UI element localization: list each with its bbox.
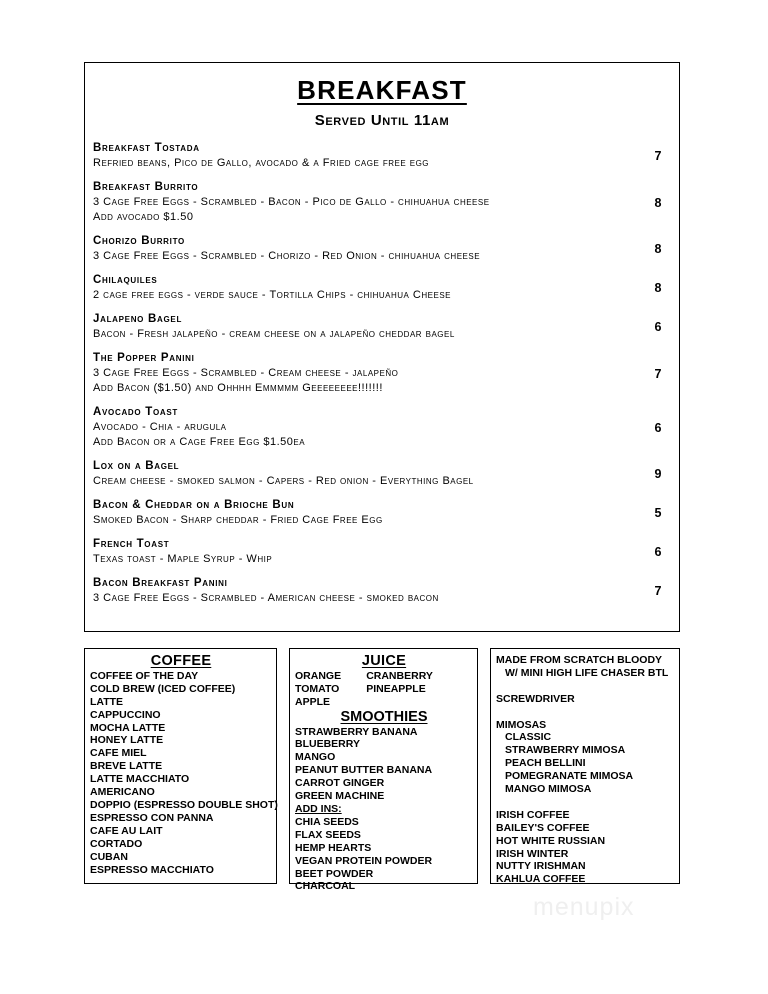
smoothie-addin-item: CHARCOAL xyxy=(295,880,356,893)
coffee-list-item: HONEY LATTE xyxy=(90,734,164,747)
page-title: BREAKFAST xyxy=(297,75,467,105)
juice-heading: JUICE xyxy=(361,653,407,669)
juice-list-item: TOMATO xyxy=(295,682,340,695)
menu-item-name: Breakfast Tostada xyxy=(93,142,200,154)
menu-item-description: Add Bacon or a Cage Free Egg $1.50ea xyxy=(93,436,306,448)
menu-item-name: The Popper Panini xyxy=(93,352,195,364)
menu-item xyxy=(91,498,669,528)
menu-item-description: Refried beans, Pico de Gallo, avocado & a Fried cage free egg xyxy=(93,157,430,169)
menu-item-description: Bacon - Fresh jalapeño - cream cheese on a jalapeño cheddar bagel xyxy=(93,328,455,340)
menu-item-name: French Toast xyxy=(93,538,170,550)
coffee-list-item: LATTE xyxy=(90,695,124,708)
smoothie-list-item: GREEN MACHINE xyxy=(295,790,385,803)
coffee-list-item: MOCHA LATTE xyxy=(90,721,166,734)
menu-item-price: 5 xyxy=(654,506,662,520)
mimosa-list-item: POMEGRANATE MIMOSA xyxy=(505,770,634,783)
breakfast-panel xyxy=(84,62,680,632)
coffee-heading: COFFEE xyxy=(150,653,212,669)
menu-item-name: Avocado Toast xyxy=(93,406,178,418)
coffee-list-item: BREVE LATTE xyxy=(90,760,163,773)
menu-item-description: 3 Cage Free Eggs - Scrambled - Chorizo - Red Onion - chihuahua cheese xyxy=(93,250,481,262)
menu-item xyxy=(91,141,669,171)
coffee-list-item: DOPPIO (ESPRESSO DOUBLE SHOT) xyxy=(90,798,278,811)
menu-item-description: 3 Cage Free Eggs - Scrambled - American cheese - smoked bacon xyxy=(93,592,439,604)
menu-item-price: 7 xyxy=(654,366,662,381)
coffee-list-item: CORTADO xyxy=(90,837,143,850)
coffee-list-item: ESPRESSO MACCHIATO xyxy=(90,863,214,876)
menu-item-price: 6 xyxy=(654,420,662,435)
menu-item xyxy=(91,234,669,264)
menu-item-description: Smoked Bacon - Sharp cheddar - Fried Cage Free Egg xyxy=(93,514,383,526)
menu-item-description: 2 cage free eggs - verde sauce - Tortilla Chips - chihuahua Cheese xyxy=(93,289,451,301)
menu-item-price: 8 xyxy=(654,281,662,295)
juice-columns xyxy=(295,670,473,709)
coffee-list-item: CUBAN xyxy=(90,850,128,863)
menu-item-description: 3 Cage Free Eggs - Scrambled - Cream cheese - jalapeño xyxy=(93,367,399,379)
coffee-list-item: LATTE MACCHIATO xyxy=(90,773,190,786)
menu-item-name: Chorizo Burrito xyxy=(93,235,185,247)
cocktails-spacer-1 xyxy=(496,680,675,693)
coffee-list-item: COLD BREW (ICED COFFEE) xyxy=(90,682,236,695)
menu-item-price: 8 xyxy=(654,195,662,210)
coffee-list-item: AMERICANO xyxy=(90,786,155,799)
bloody-mary-line-2: W/ MINI HIGH LIFE CHASER BTL xyxy=(505,666,669,679)
menu-item-name: Breakfast Burrito xyxy=(93,181,199,193)
menu-item-price: 8 xyxy=(654,242,662,256)
mimosa-list-item: MANGO MIMOSA xyxy=(505,783,592,796)
breakfast-item-list xyxy=(85,141,679,606)
menu-item-name: Chilaquiles xyxy=(93,274,158,286)
coffee-cocktail-item: IRISH COFFEE xyxy=(496,808,570,821)
smoothies-heading: SMOOTHIES xyxy=(340,708,428,725)
menu-item-price: 7 xyxy=(654,584,662,598)
smoothies-list xyxy=(295,726,473,803)
menu-item-name: Bacon Breakfast Panini xyxy=(93,577,228,589)
juice-list-item: PINEAPPLE xyxy=(366,682,426,695)
smoothie-addins-label xyxy=(295,803,473,816)
juice-list-item: CRANBERRY xyxy=(366,669,433,682)
menu-item-name: Bacon & Cheddar on a Brioche Bun xyxy=(93,499,295,511)
smoothie-addin-item: VEGAN PROTEIN POWDER xyxy=(295,854,433,867)
menu-item xyxy=(91,405,669,450)
screwdriver-item: SCREWDRIVER xyxy=(496,692,575,705)
coffee-cocktail-item: IRISH WINTER xyxy=(496,847,569,860)
mimosas-label: MIMOSAS xyxy=(496,718,547,731)
smoothie-list-item: PEANUT BUTTER BANANA xyxy=(295,764,433,777)
cocktails-panel xyxy=(490,648,680,884)
menu-item-price: 6 xyxy=(654,545,662,559)
menu-item-name: Jalapeno Bagel xyxy=(93,313,183,325)
menu-item xyxy=(91,537,669,567)
smoothie-addins-list xyxy=(295,816,473,893)
menu-item-description: Add Bacon ($1.50) and Ohhhh Emmmmm Geeeeeeee!!!!!!! xyxy=(93,382,383,394)
bloody-mary-line-1: MADE FROM SCRATCH BLOODY xyxy=(496,654,663,666)
menupix-watermark: menupix xyxy=(533,893,635,921)
coffee-list-item: ESPRESSO CON PANNA xyxy=(90,811,214,824)
breakfast-subtitle: Served Until 11am xyxy=(314,112,450,129)
coffee-list-item: CAPPUCCINO xyxy=(90,708,161,721)
mimosa-list xyxy=(496,731,675,796)
mimosa-list-item: CLASSIC xyxy=(505,731,552,744)
menu-item-price: 7 xyxy=(654,149,662,163)
coffee-cocktail-item: BAILEY'S COFFEE xyxy=(496,821,590,834)
smoothie-addin-item: BEET POWDER xyxy=(295,867,374,880)
coffee-list-item: CAFE MIEL xyxy=(90,747,147,760)
juice-smoothies-panel xyxy=(289,648,478,893)
smoothie-list-item: BLUEBERRY xyxy=(295,738,360,751)
menu-item-price: 6 xyxy=(654,320,662,334)
coffee-cocktail-item: HOT WHITE RUSSIAN xyxy=(496,834,606,847)
juice-column-left xyxy=(295,670,366,709)
juice-list-item: APPLE xyxy=(295,695,331,708)
menu-item-description: 3 Cage Free Eggs - Scrambled - Bacon - Pico de Gallo - chihuahua cheese xyxy=(93,196,490,208)
smoothie-addin-item: CHIA SEEDS xyxy=(295,815,359,828)
menu-item xyxy=(91,312,669,342)
coffee-cocktail-item: NUTTY IRISHMAN xyxy=(496,860,586,873)
cocktails-spacer-3 xyxy=(496,796,675,809)
menu-item-description: Cream cheese - smoked salmon - Capers - Red onion - Everything Bagel xyxy=(93,475,474,487)
menu-item xyxy=(91,180,669,225)
coffee-panel xyxy=(84,648,277,884)
menu-item xyxy=(91,273,669,303)
menu-item xyxy=(91,459,669,489)
smoothie-addin-item: HEMP HEARTS xyxy=(295,841,372,854)
coffee-cocktail-list xyxy=(496,809,675,886)
menu-item-description: Add avocado $1.50 xyxy=(93,211,194,223)
mimosa-list-item: PEACH BELLINI xyxy=(505,757,586,770)
smoothie-list-item: MANGO xyxy=(295,751,336,764)
smoothie-list-item: STRAWBERRY BANANA xyxy=(295,725,418,738)
menu-item-name: Lox on a Bagel xyxy=(93,460,180,472)
coffee-list-item: COFFEE OF THE DAY xyxy=(90,669,199,682)
menu-item-description: Avocado - Chia - arugula xyxy=(93,421,227,433)
menu-item-description: Texas toast - Maple Syrup - Whip xyxy=(93,553,273,565)
coffee-cocktail-item: KAHLUA COFFEE xyxy=(496,873,586,886)
juice-list-item: ORANGE xyxy=(295,669,342,682)
cocktails-spacer-2 xyxy=(496,706,675,719)
mimosa-list-item: STRAWBERRY MIMOSA xyxy=(505,744,626,757)
coffee-list-item: CAFE AU LAIT xyxy=(90,824,163,837)
smoothie-list-item: CARROT GINGER xyxy=(295,777,385,790)
addins-label-text: ADD INS: xyxy=(295,802,342,815)
coffee-list xyxy=(90,669,278,877)
menu-item xyxy=(91,351,669,396)
menu-item-price: 9 xyxy=(654,467,662,481)
menu-item xyxy=(91,576,669,606)
smoothie-addin-item: FLAX SEEDS xyxy=(295,828,361,841)
juice-column-right xyxy=(366,670,473,709)
